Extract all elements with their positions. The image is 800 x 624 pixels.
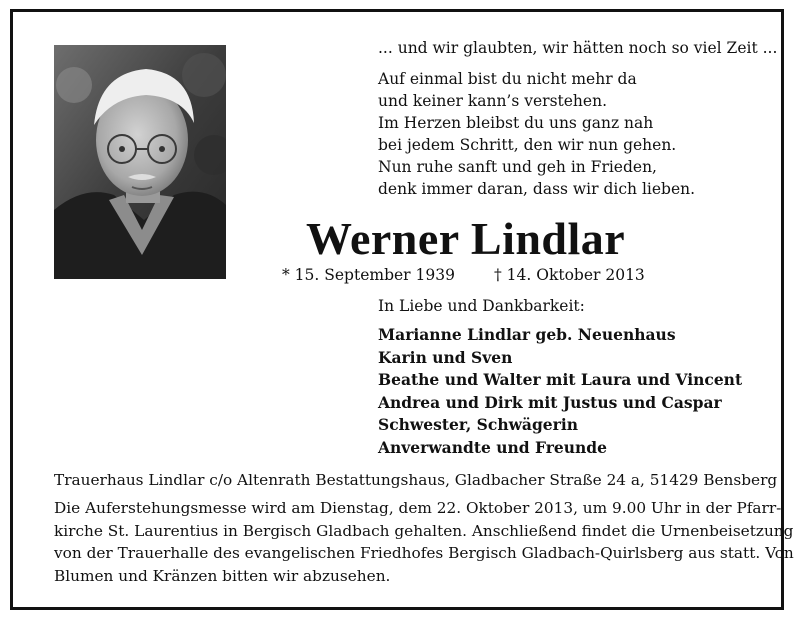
- quote-line: ... und wir glaubten, wir hätten noch so viel Zeit ...: [378, 39, 778, 57]
- gratitude-line: In Liebe und Dankbarkeit:: [378, 297, 585, 315]
- service-line: kirche St. Laurentius in Bergisch Gladbach gehalten. Anschließend findet die Urnenbeisetzung: [54, 521, 794, 540]
- deceased-name: Werner Lindlar: [306, 213, 626, 264]
- mourner-item: Schwester, Schwägerin: [378, 415, 578, 435]
- poem: [378, 68, 695, 200]
- poem-line: Im Herzen bleibst du uns ganz nah: [378, 114, 654, 132]
- mourner-item: Anverwandte und Freunde: [378, 437, 608, 457]
- poem-line: Nun ruhe sanft und geh in Frieden,: [378, 158, 657, 176]
- service-line: Blumen und Kränzen bitten wir abzusehen.: [54, 566, 391, 585]
- mourner-item: Karin und Sven: [378, 347, 513, 367]
- service-line: von der Trauerhalle des evangelischen Friedhofes Bergisch Gladbach-Quirlsberg aus statt. Von: [54, 544, 794, 562]
- portrait-image: [54, 45, 226, 279]
- service-line: Die Auferstehungsmesse wird am Dienstag, dem 22. Oktober 2013, um 9.00 Uhr in der Pfarr-: [54, 499, 782, 517]
- service-info: [54, 497, 794, 587]
- mourning-house-address: Trauerhaus Lindlar c/o Altenrath Bestattungshaus, Gladbacher Straße 24 a, 51429 Bensberg: [54, 471, 778, 489]
- birth-date: * 15. September 1939: [282, 266, 455, 284]
- poem-line: bei jedem Schritt, den wir nun gehen.: [378, 136, 677, 154]
- poem-line: Auf einmal bist du nicht mehr da: [378, 70, 637, 88]
- mourners-list: [378, 324, 742, 460]
- mourner-item: Beathe und Walter mit Laura und Vincent: [378, 370, 743, 390]
- poem-line: denk immer daran, dass wir dich lieben.: [378, 180, 696, 198]
- mourner-item: Marianne Lindlar geb. Neuenhaus: [378, 325, 676, 344]
- poem-line: und keiner kann’s verstehen.: [378, 92, 607, 110]
- death-date: † 14. Oktober 2013: [494, 266, 645, 284]
- mourner-item: Andrea und Dirk mit Justus und Caspar: [378, 392, 722, 412]
- portrait-photo: [54, 45, 226, 279]
